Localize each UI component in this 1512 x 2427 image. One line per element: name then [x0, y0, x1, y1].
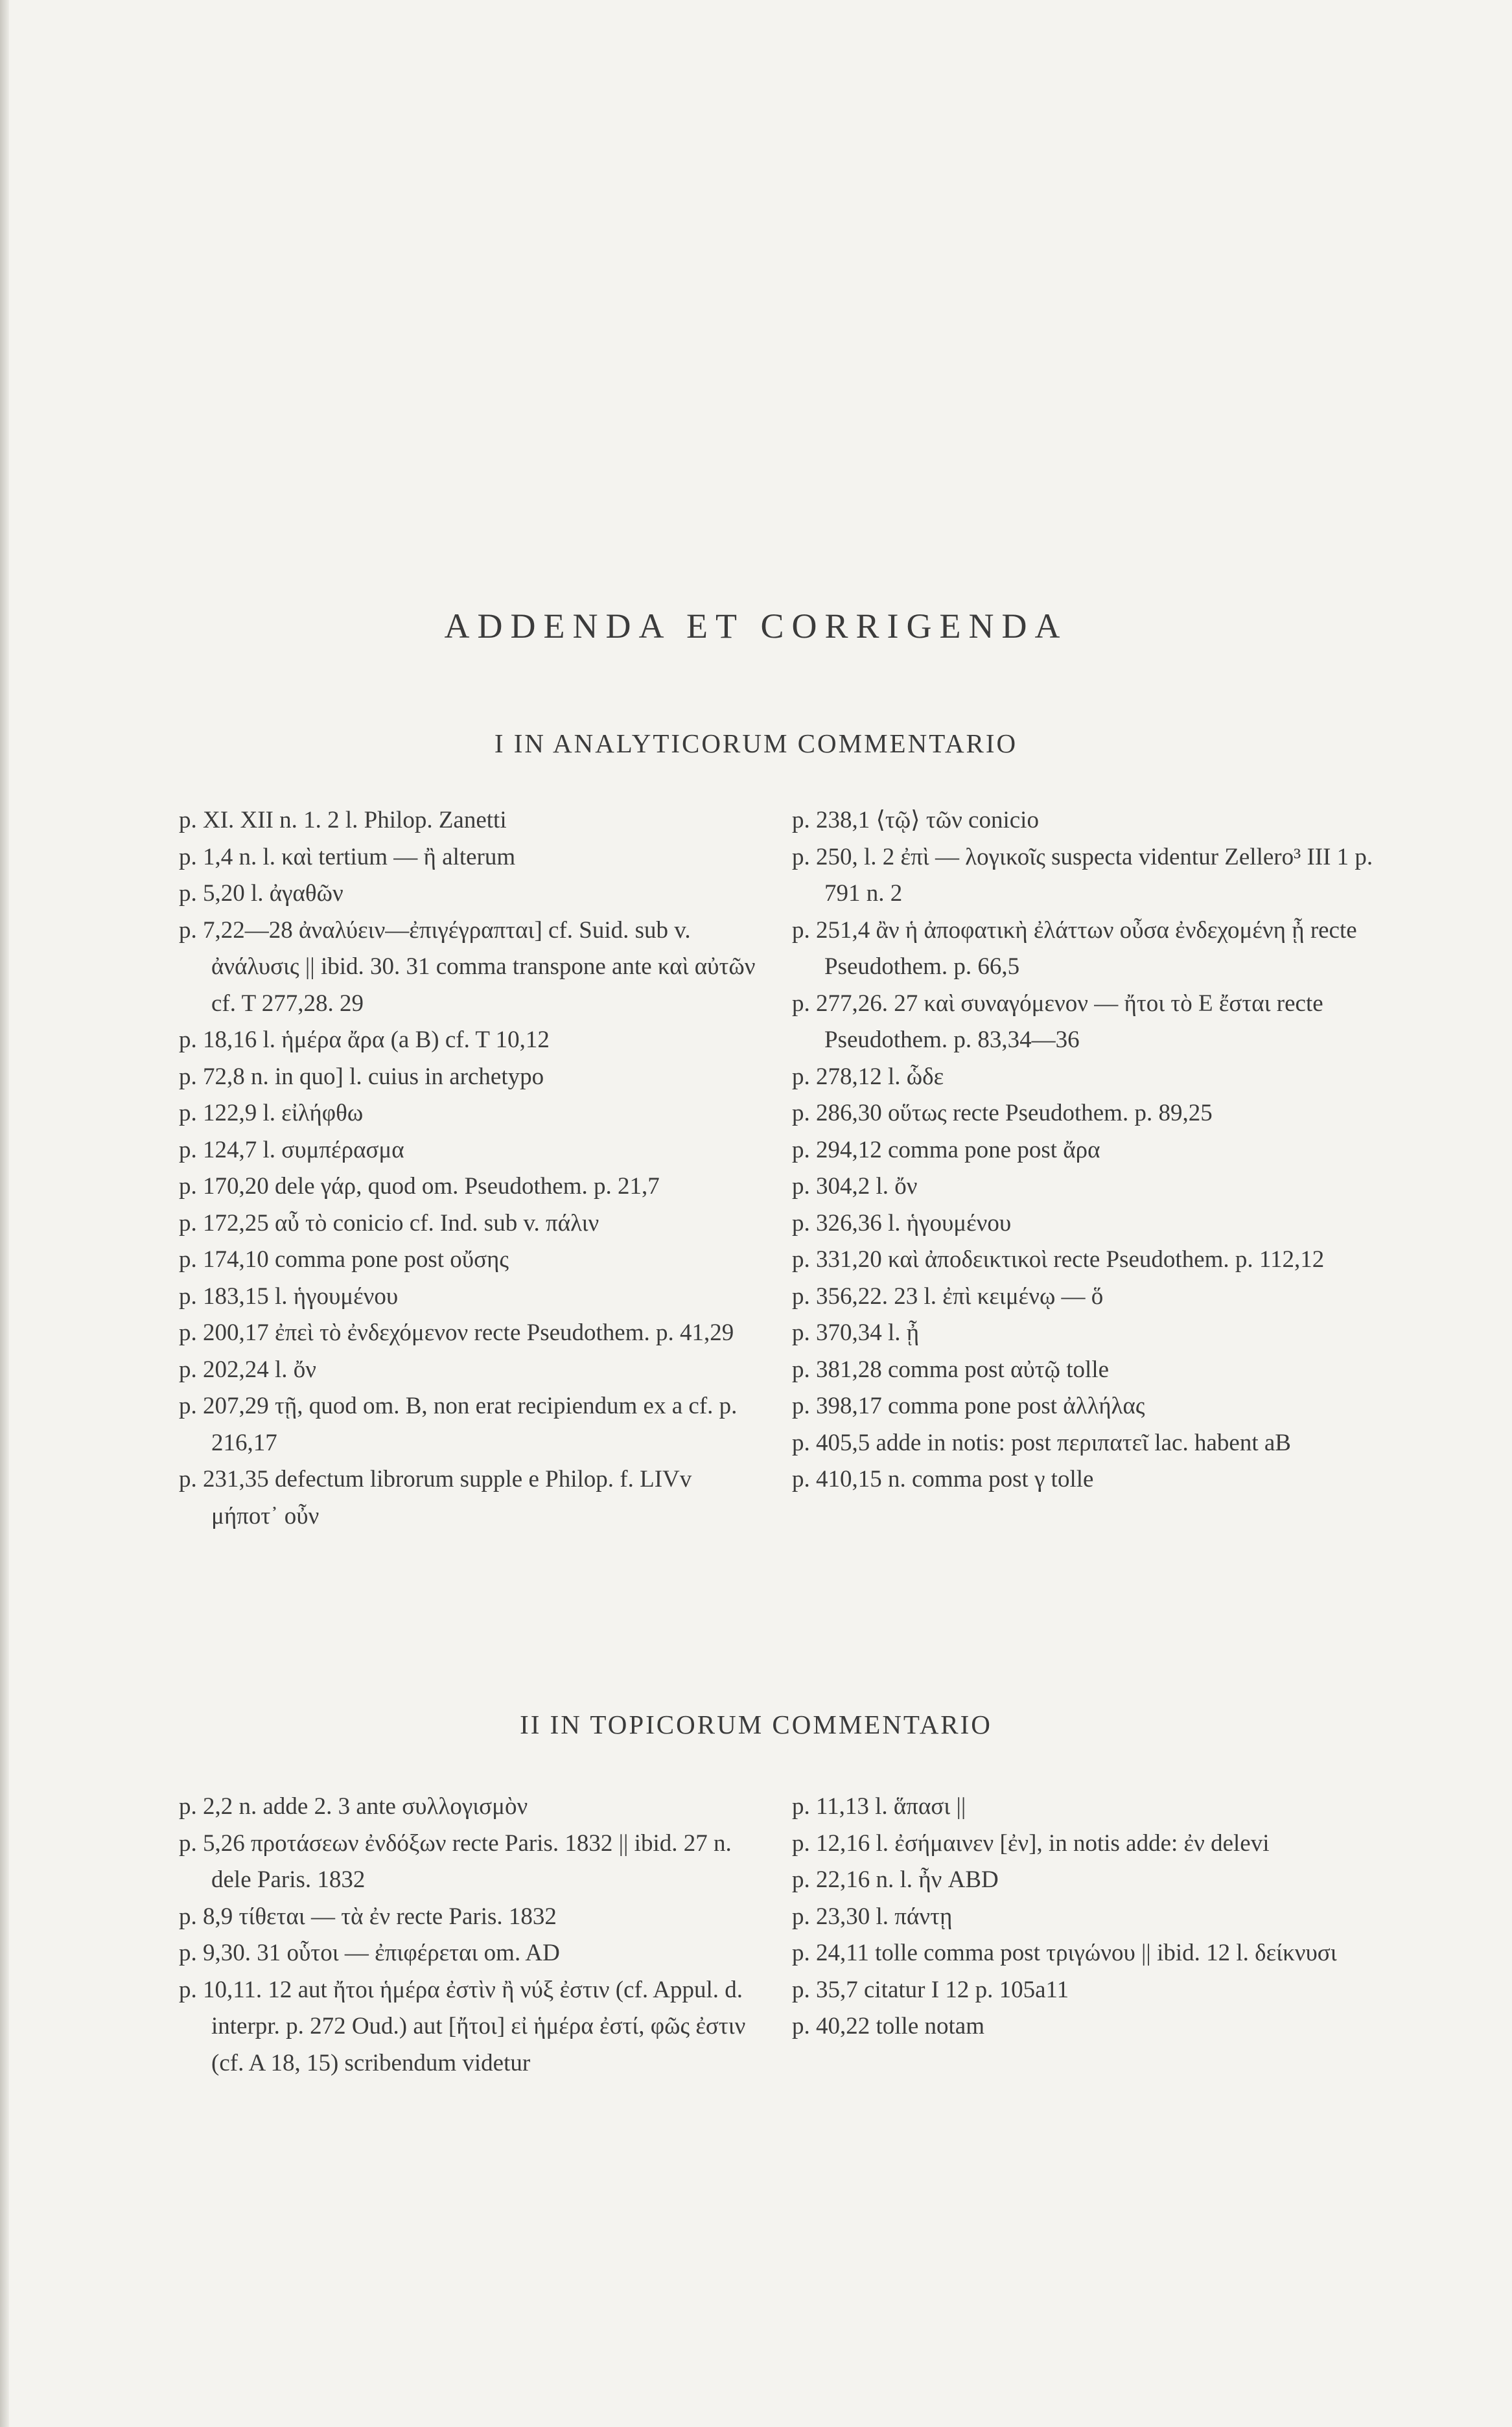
corrigendum-entry: p. 331,20 καὶ ἀποδεικτικοὶ recte Pseudothem. p. 112,12: [792, 1246, 1325, 1273]
corrigendum-entry: p. 200,17 ἐπεὶ τὸ ἐνδεχόμενον recte Pseudothem. p. 41,29: [179, 1319, 734, 1346]
analytics-right-column: [792, 802, 1375, 1498]
page-edge-shadow: [0, 0, 9, 2427]
corrigendum-entry: p. 286,30 οὕτως recte Pseudothem. p. 89,25: [792, 1100, 1213, 1126]
corrigendum-entry: p. 278,12 l. ὧδε: [792, 1063, 944, 1090]
corrigendum-entry: p. 122,9 l. εἰλήφθω: [179, 1100, 364, 1126]
corrigendum-entry: p. 18,16 l. ἡμέρα ἄρα (a B) cf. T 10,12: [179, 1027, 550, 1053]
corrigendum-entry: p. 405,5 adde in notis: post περιπατεῖ lac. habent aB: [792, 1429, 1291, 1456]
corrigendum-entry: p. 35,7 citatur I 12 p. 105a11: [792, 1976, 1069, 2003]
corrigendum-entry: p. 9,30. 31 οὗτοι — ἐπιφέρεται om. AD: [179, 1940, 560, 1966]
corrigendum-entry: p. 398,17 comma pone post ἀλλήλας: [792, 1393, 1145, 1419]
corrigendum-entry: p. 277,26. 27 καὶ συναγόμενον — ἤτοι τὸ Ε ἔσται recte Pseudothem. p. 83,34—36: [792, 990, 1323, 1053]
analytics-left-column: [179, 802, 762, 1535]
corrigendum-entry: p. 172,25 αὖ τὸ conicio cf. Ind. sub v. πάλιν: [179, 1209, 599, 1237]
corrigendum-entry: p. 356,22. 23 l. ἐπὶ κειμένῳ — ὅ: [792, 1283, 1104, 1310]
corrigendum-entry: p. 370,34 l. ᾖ: [792, 1319, 920, 1346]
corrigendum-entry: p. 381,28 comma post αὐτῷ tolle: [792, 1356, 1110, 1383]
corrigendum-entry: p. 22,16 n. l. ἦν ABD: [792, 1866, 999, 1893]
corrigendum-entry: p. 8,9 τίθεται — τὰ ἐν recte Paris. 1832: [179, 1903, 557, 1930]
corrigendum-entry: p. 23,30 l. πάντῃ: [792, 1903, 953, 1930]
corrigendum-entry: p. 24,11 tolle comma post τριγώνου || ibid. 12 l. δείκνυσι: [792, 1940, 1337, 1966]
corrigendum-entry: p. 11,13 l. ἅπασι ||: [792, 1793, 966, 1820]
corrigendum-entry: p. XI. XII n. 1. 2 l. Philop. Zanetti: [179, 807, 507, 833]
corrigendum-entry: p. 10,11. 12 aut ἤτοι ἡμέρα ἐστὶν ἢ νύξ ἐστιν (cf. Appul. d. interpr. p. 272 Oud.) aut [ἤτοι] εἰ ἡμέρα ἐστί, φῶς ἐστιν (cf. A 18, 15) scribendum videtur: [179, 1976, 746, 2076]
corrigendum-entry: p. 170,20 dele γάρ, quod om. Pseudothem. p. 21,7: [179, 1173, 660, 1200]
corrigendum-entry: p. 40,22 tolle notam: [792, 2013, 984, 2039]
corrigendum-entry: p. 238,1 ⟨τῷ⟩ τῶν conicio: [792, 807, 1039, 833]
corrigendum-entry: p. 250, l. 2 ἐπὶ — λογικοῖς suspecta videntur Zellero³ III 1 p. 791 n. 2: [792, 843, 1373, 907]
corrigendum-entry: p. 326,36 l. ἡγουμένου: [792, 1209, 1012, 1237]
corrigendum-entry: p. 207,29 τῇ, quod om. B, non erat recipiendum ex a cf. p. 216,17: [179, 1393, 738, 1456]
corrigendum-entry: p. 183,15 l. ἡγουμένου: [179, 1283, 399, 1310]
corrigendum-entry: p. 72,8 n. in quo] l. cuius in archetypo: [179, 1063, 544, 1090]
corrigendum-entry: p. 5,20 l. ἀγαθῶν: [179, 880, 343, 907]
corrigendum-entry: p. 231,35 defectum librorum supple e Philop. f. LIVv μήποτ᾽ οὖν: [179, 1466, 692, 1529]
corrigendum-entry: p. 12,16 l. ἐσήμαινεν [ἐν], in notis adde: ἐν delevi: [792, 1829, 1270, 1857]
corrigendum-entry: p. 294,12 comma pone post ἄρα: [792, 1136, 1100, 1163]
corrigendum-entry: p. 124,7 l. συμπέρασμα: [179, 1136, 404, 1163]
section-title-analytics: I IN ANALYTICORUM COMMENTARIO: [494, 728, 1018, 758]
corrigendum-entry: p. 2,2 n. adde 2. 3 ante συλλογισμὸν: [179, 1793, 528, 1820]
page-title: ADDENDA ET CORRIGENDA: [444, 607, 1068, 645]
corrigendum-entry: p. 304,2 l. ὄν: [792, 1173, 918, 1200]
corrigendum-entry: p. 5,26 προτάσεων ἐνδόξων recte Paris. 1832 || ibid. 27 n. dele Paris. 1832: [179, 1829, 732, 1893]
topics-left-column: [179, 1789, 762, 2082]
corrigendum-entry: p. 202,24 l. ὄν: [179, 1356, 317, 1383]
topics-right-column: [792, 1789, 1375, 2045]
corrigendum-entry: p. 251,4 ἂν ἡ ἀποφατικὴ ἐλάττων οὖσα ἐνδεχομένη ᾖ recte Pseudothem. p. 66,5: [792, 916, 1357, 980]
section-title-topics: II IN TOPICORUM COMMENTARIO: [520, 1710, 992, 1739]
corrigendum-entry: p. 7,22—28 ἀναλύειν—ἐπιγέγραπται] cf. Suid. sub v. ἀνάλυσις || ibid. 30. 31 comma transpone ante καὶ αὐτῶν cf. T 277,28. 29: [179, 916, 756, 1017]
corrigendum-entry: p. 1,4 n. l. καὶ tertium — ἢ alterum: [179, 843, 516, 870]
corrigendum-entry: p. 174,10 comma pone post οὔσης: [179, 1246, 509, 1273]
corrigendum-entry: p. 410,15 n. comma post γ tolle: [792, 1466, 1094, 1492]
